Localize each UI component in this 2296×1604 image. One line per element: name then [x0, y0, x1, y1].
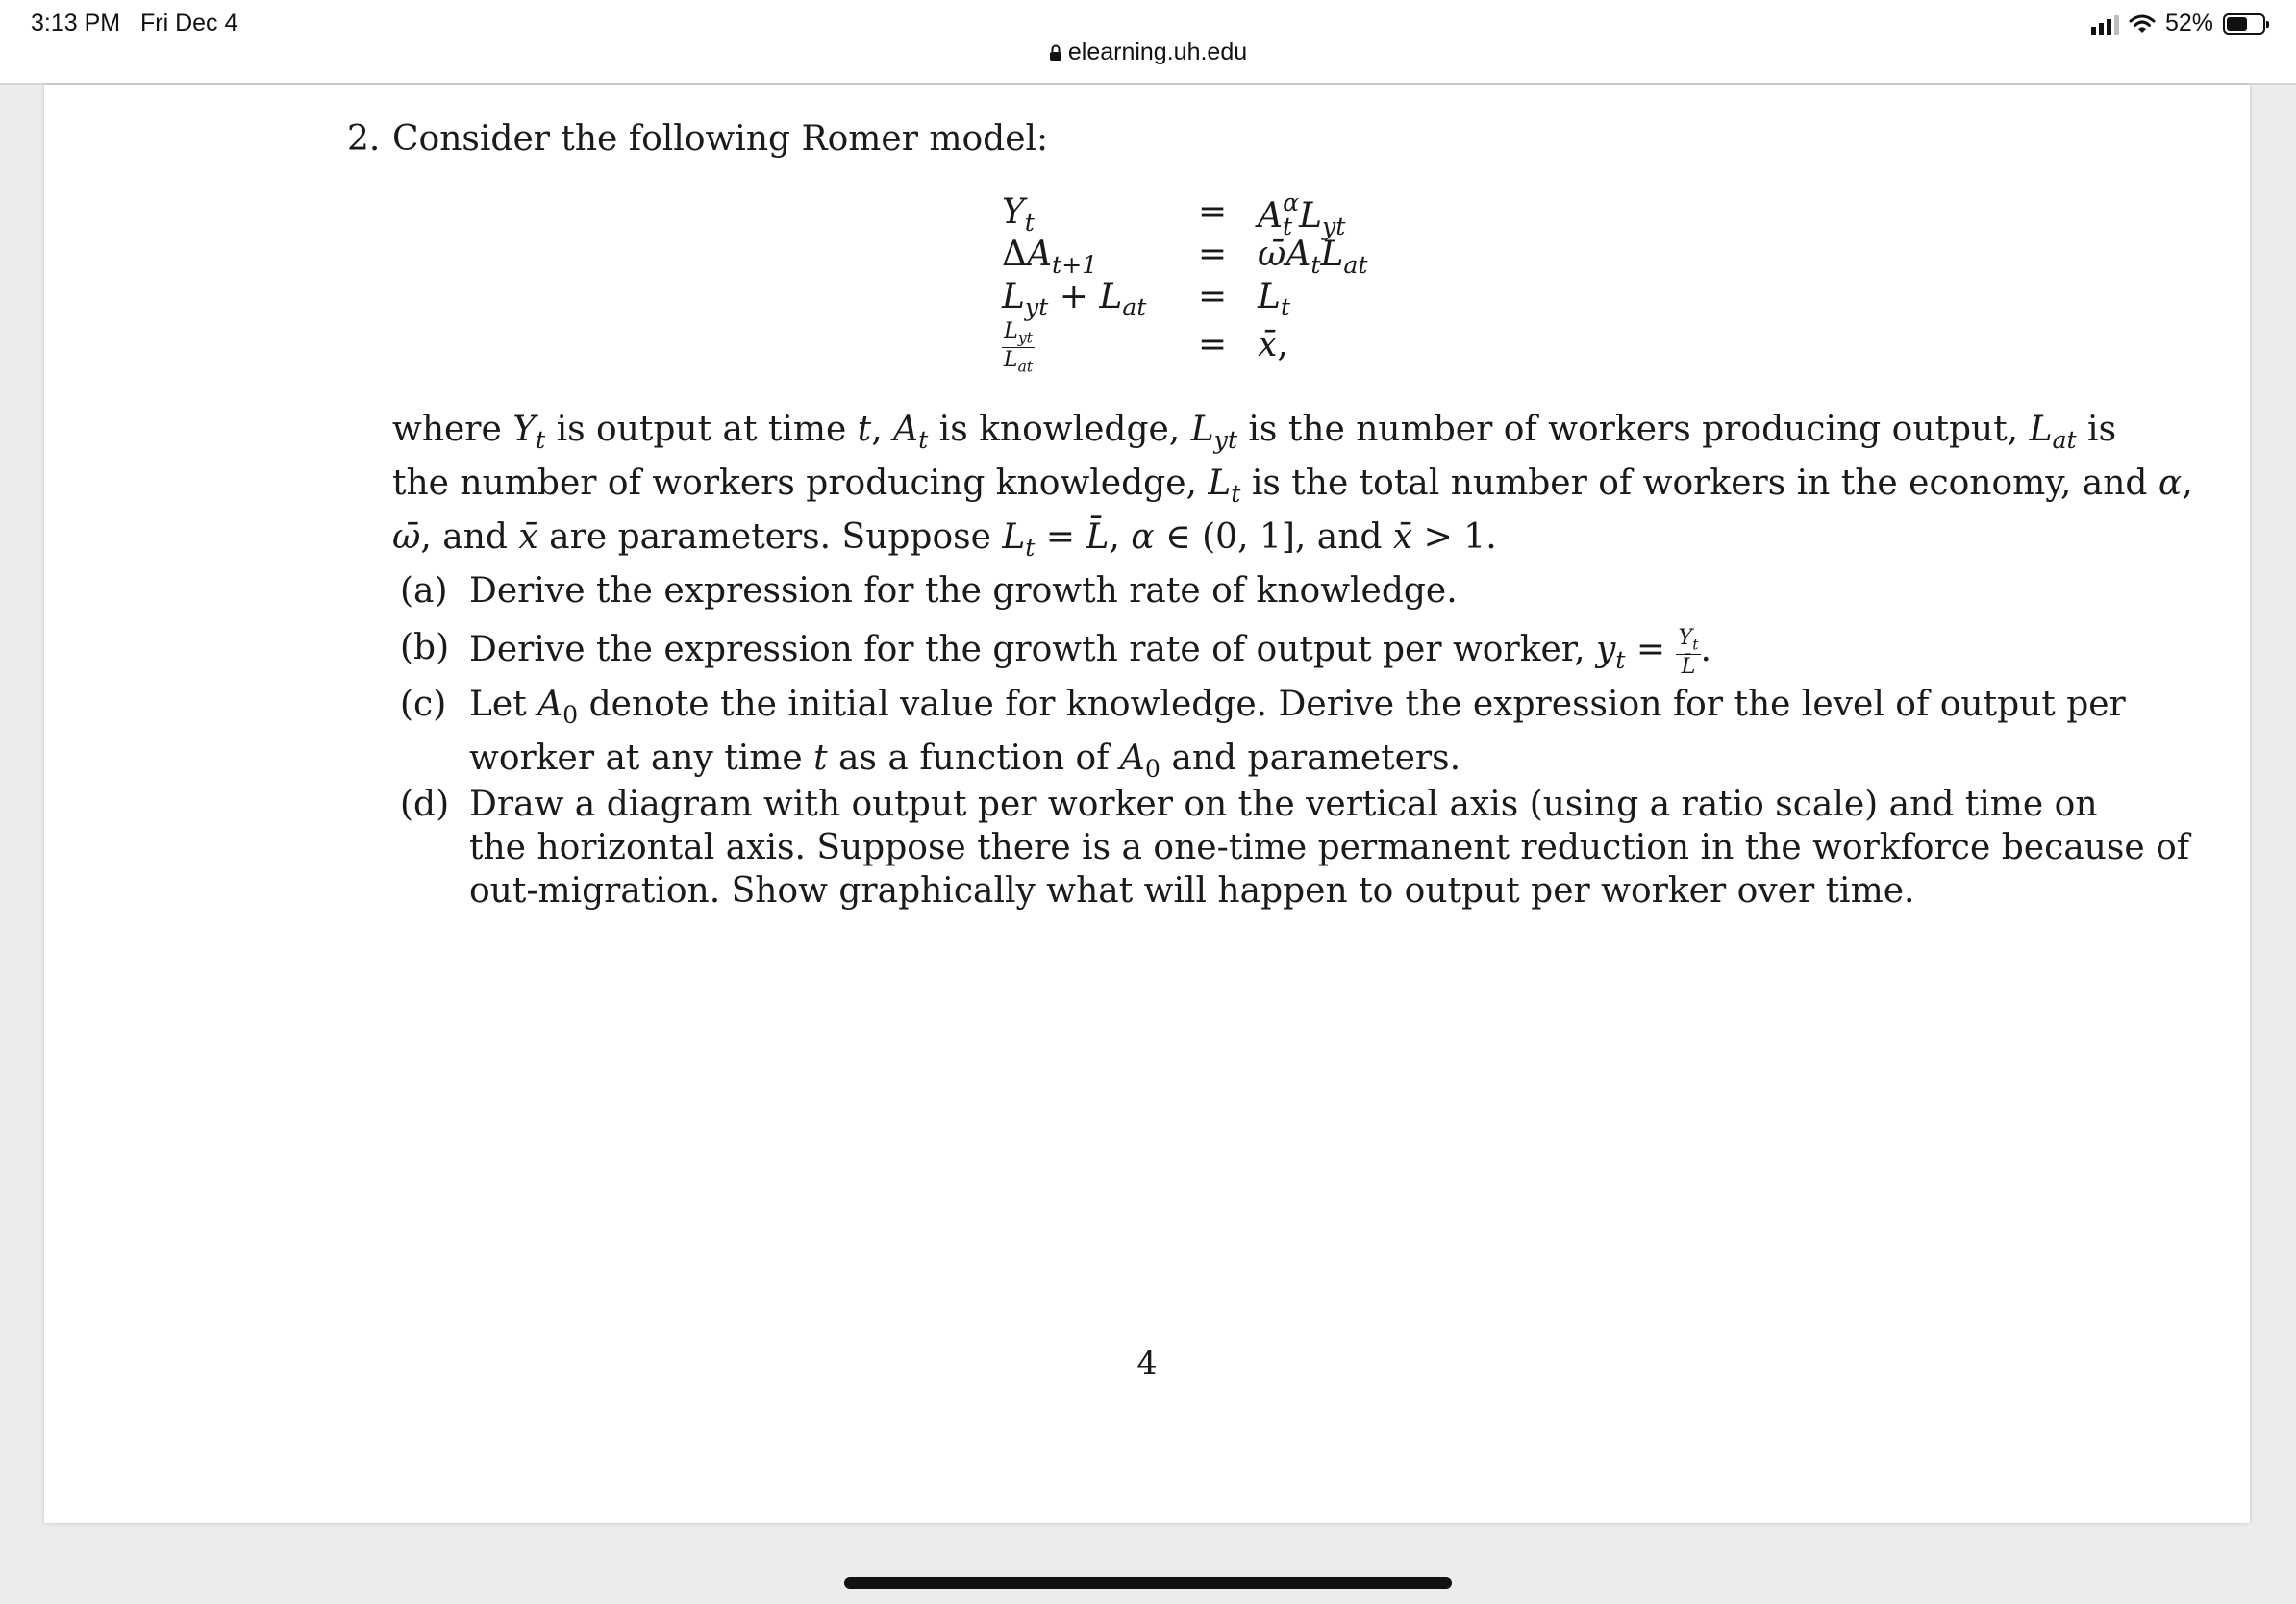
- model-description-paragraph: [392, 408, 2193, 570]
- part-b-label: (b): [400, 628, 450, 667]
- equation-4-rhs: x̄,: [1258, 325, 1288, 364]
- paragraph-line: the number of workers producing knowledge, $L_t$ is the total number of workers in the economy, and α,: [392, 464, 2193, 509]
- question-number: 2.: [347, 119, 381, 159]
- equation-1-lhs: $Y_t$: [1002, 192, 1035, 238]
- part-d-text-line: Draw a diagram with output per worker on the vertical axis (using a ratio scale) and time on: [469, 785, 2098, 824]
- address-bar[interactable]: [0, 38, 2296, 66]
- equation-1-equals: =: [1198, 192, 1228, 232]
- part-d-text-line: out-migration. Show graphically what will happen to output per worker over time.: [469, 871, 1915, 911]
- part-a-label: (a): [400, 571, 448, 611]
- equation-4-equals: =: [1198, 325, 1228, 364]
- battery-percent: 52%: [2164, 10, 2213, 37]
- paragraph-line: ω̄, and x̄ are parameters. Suppose $L_t$ = L̄, α ∈ (0, 1], and x̄ > 1.: [392, 517, 1497, 563]
- document-page: [44, 85, 2250, 1523]
- part-c-label: (c): [400, 685, 447, 724]
- url-text: elearning.uh.edu: [1067, 38, 1248, 65]
- part-d-text-line: the horizontal axis. Suppose there is a one-time permanent reduction in the workforce because of: [469, 828, 2190, 867]
- status-date: Fri Dec 4: [140, 10, 238, 37]
- battery-icon: [2223, 13, 2265, 35]
- equation-3-equals: =: [1198, 277, 1228, 316]
- question-title: Consider the following Romer model:: [392, 119, 1049, 159]
- equation-1-rhs: $A_t^\alpha L_{yt}$: [1258, 188, 1346, 241]
- cellular-signal-icon: [2091, 13, 2119, 35]
- status-time: 3:13 PM: [31, 10, 121, 37]
- equation-2-rhs: $\omegāA_tL_{at}$: [1258, 235, 1368, 280]
- equation-2-equals: =: [1198, 235, 1228, 274]
- equation-4-lhs: $\frac{L_{yt}}{L_{at}}$: [1003, 318, 1034, 376]
- part-a-text: Derive the expression for the growth rate of knowledge.: [469, 571, 1458, 611]
- wifi-icon: [2129, 13, 2156, 35]
- part-d-label: (d): [400, 785, 450, 824]
- paragraph-line: where $Y_t$ is output at time t, $A_t$ is knowledge, $L_{yt}$ is the number of workers producing output, $L_{at}$ is: [392, 410, 2117, 455]
- part-b-text: Derive the expression for the growth rate of output per worker, $y_t$ = $\frac{Y_t}{L̄}$ .: [469, 625, 1711, 679]
- part-c-text-line: worker at any time t as a function of $A_0$ and parameters.: [469, 739, 1461, 784]
- equation-2-lhs: $\Delta A_{t+1}$: [1002, 235, 1098, 280]
- lock-icon: [1049, 44, 1062, 62]
- equation-3-lhs: $L_{yt} + L_{at}$: [1002, 277, 1147, 322]
- status-and-url-bar: [0, 0, 2296, 85]
- equation-3-rhs: $L_t$: [1258, 277, 1291, 322]
- home-indicator[interactable]: [844, 1577, 1452, 1589]
- part-c-text-line: Let $A_0$ denote the initial value for knowledge. Derive the expression for the level of output per: [469, 685, 2126, 730]
- status-indicators: [2091, 10, 2265, 38]
- page-number: 4: [1136, 1344, 1158, 1383]
